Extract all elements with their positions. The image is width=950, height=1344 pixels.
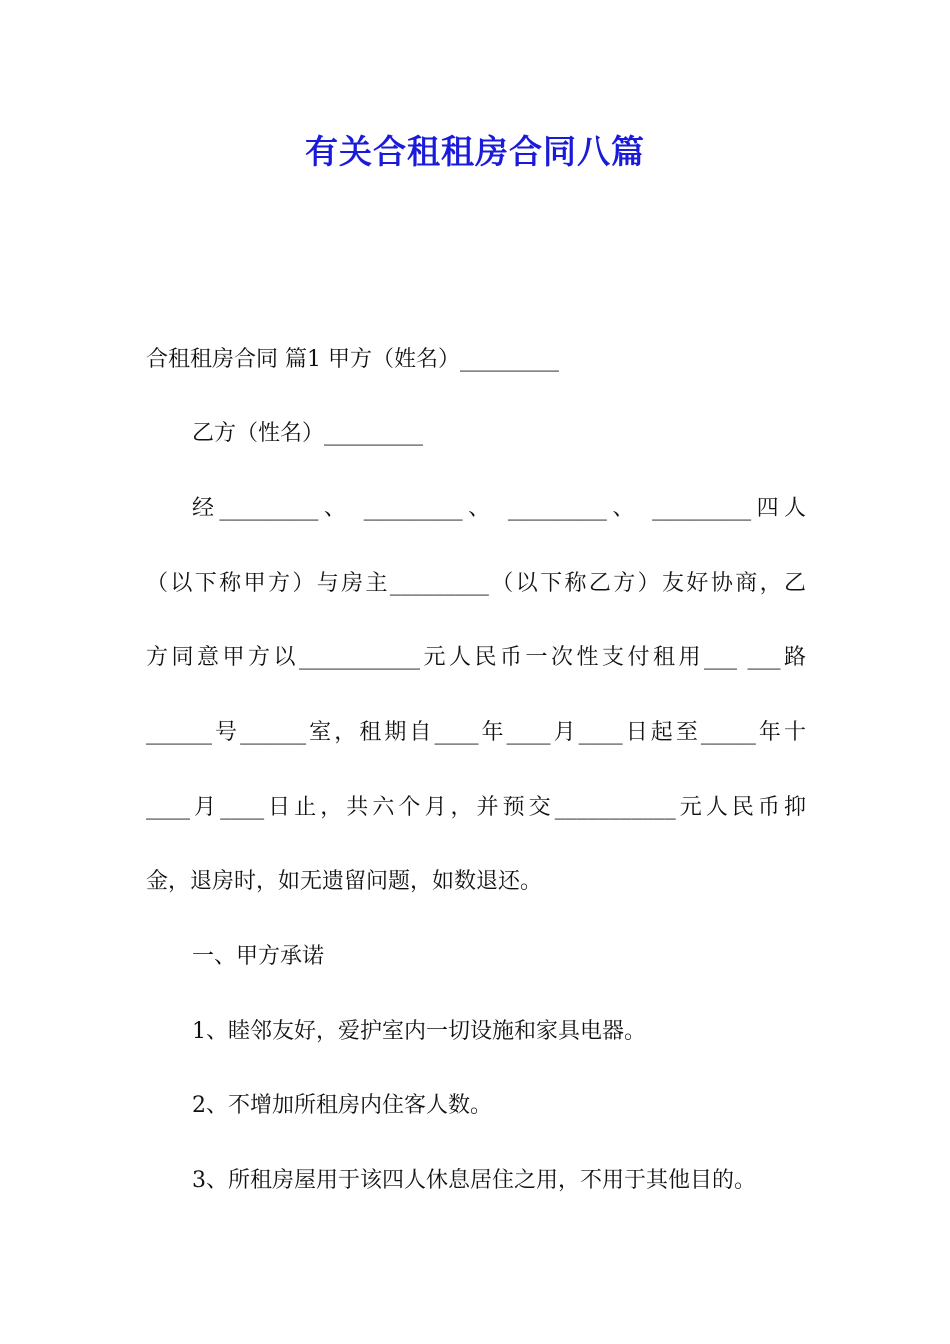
clause-item: 3、所租房屋用于该四人休息居住之用，不用于其他目的。 xyxy=(192,1168,756,1193)
paragraph-line: 金，退房时，如无遗留问题，如数退还。 xyxy=(146,869,543,894)
clause-item: 2、不增加所租房内住客人数。 xyxy=(192,1093,492,1118)
paragraph-line: ____月____日止，共六个月，并预交___________元人民币抑 xyxy=(146,795,806,820)
clause-item: 1、睦邻友好，爱护室内一切设施和家具电器。 xyxy=(192,1019,646,1044)
document-title: 有关合租租房合同八篇 xyxy=(305,132,645,171)
paragraph-line: ______号______室，租期自____年____月____日起至_____年十 xyxy=(146,720,806,745)
party-a-line: 合租租房合同 篇1 甲方（姓名）_________ xyxy=(146,347,559,372)
paragraph-line: （以下称甲方）与房主_________（以下称乙方）友好协商，乙 xyxy=(146,571,806,596)
paragraph-line: 方同意甲方以___________元人民币一次性支付租用___ ___路 xyxy=(146,645,806,670)
party-b-line: 乙方（性名）_________ xyxy=(192,421,424,446)
section-heading: 一、甲方承诺 xyxy=(192,944,325,969)
paragraph-line: 经_________、 _________、 _________、 _________四人 xyxy=(192,496,806,521)
